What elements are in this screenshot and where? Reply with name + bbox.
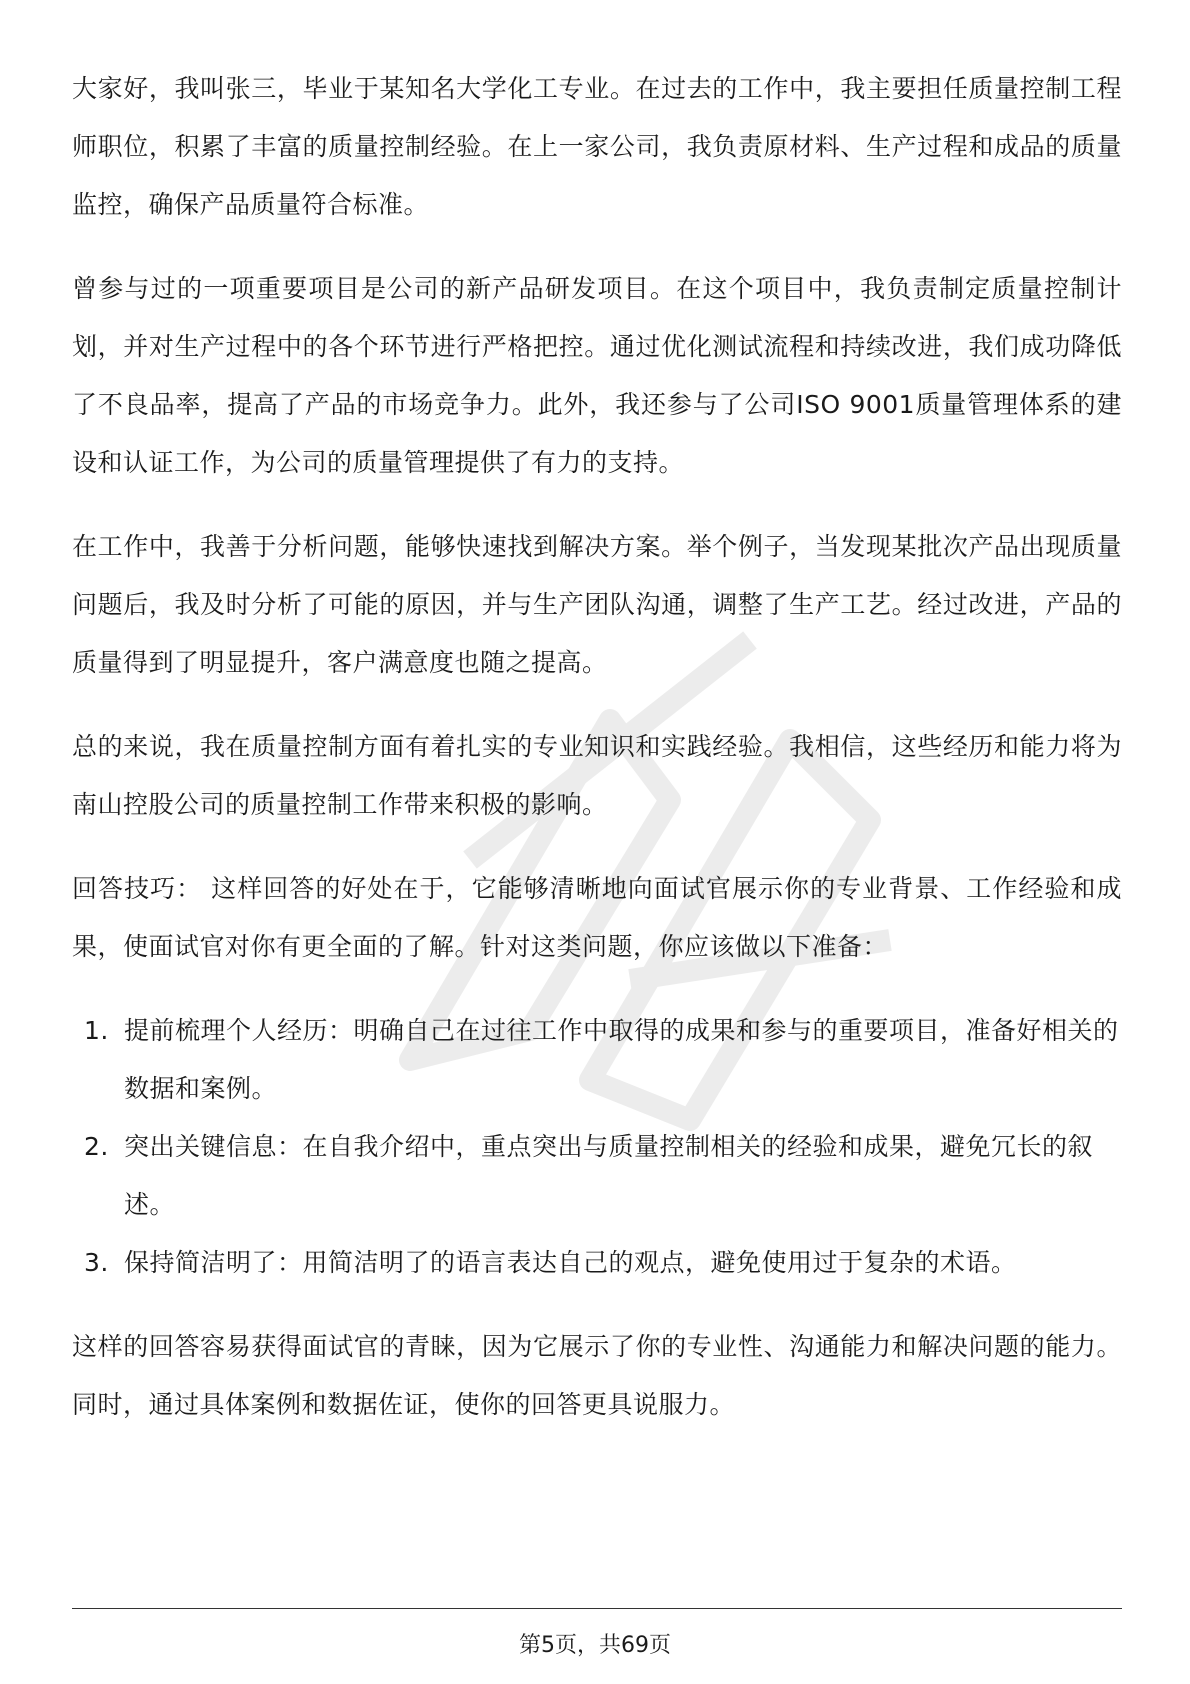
list-item-number: 2. — [84, 1132, 109, 1161]
list-item-text: 保持简洁明了：用简洁明了的语言表达自己的观点，避免使用过于复杂的术语。 — [124, 1248, 1017, 1277]
list-item — [72, 1118, 1122, 1234]
paragraph-intro: 大家好，我叫张三，毕业于某知名大学化工专业。在过去的工作中，我主要担任质量控制工程师职位，积累了丰富的质量控制经验。在上一家公司，我负责原材料、生产过程和成品的质量监控，确保产品质量符合标准。 — [72, 74, 1122, 219]
paragraph-project: 曾参与过的一项重要项目是公司的新产品研发项目。在这个项目中，我负责制定质量控制计划，并对生产过程中的各个环节进行严格把控。通过优化测试流程和持续改进，我们成功降低了不良品率，提高了产品的市场竞争力。此外，我还参与了公司ISO 9001质量管理体系的建设和认证工作，为公司的质量管理提供了有力的支持。 — [72, 274, 1122, 477]
paragraph-closing: 这样的回答容易获得面试官的青睐，因为它展示了你的专业性、沟通能力和解决问题的能力。同时，通过具体案例和数据佐证，使你的回答更具说服力。 — [72, 1332, 1122, 1419]
list-item — [72, 1234, 1122, 1292]
page-number: 第5页，共69页 — [519, 1633, 671, 1658]
footer-divider — [72, 1608, 1122, 1609]
list-item-text: 突出关键信息：在自我介绍中，重点突出与质量控制相关的经验和成果，避免冗长的叙述。 — [124, 1132, 1094, 1219]
list-item-number: 3. — [84, 1248, 109, 1277]
document-body — [72, 60, 1122, 1460]
list-item — [72, 1002, 1122, 1118]
list-item-text: 提前梳理个人经历：明确自己在过往工作中取得的成果和参与的重要项目，准备好相关的数据和案例。 — [124, 1016, 1119, 1103]
list-item-number: 1. — [84, 1016, 109, 1045]
paragraph-summary: 总的来说，我在质量控制方面有着扎实的专业知识和实践经验。我相信，这些经历和能力将为南山控股公司的质量控制工作带来积极的影响。 — [72, 732, 1122, 819]
paragraph-problem-solving: 在工作中，我善于分析问题，能够快速找到解决方案。举个例子，当发现某批次产品出现质量问题后，我及时分析了可能的原因，并与生产团队沟通，调整了生产工艺。经过改进，产品的质量得到了明显提升，客户满意度也随之提高。 — [72, 532, 1122, 677]
tips-list — [72, 1002, 1122, 1292]
paragraph-answer-tips: 回答技巧： 这样回答的好处在于，它能够清晰地向面试官展示你的专业背景、工作经验和成果，使面试官对你有更全面的了解。针对这类问题，你应该做以下准备： — [72, 874, 1122, 961]
